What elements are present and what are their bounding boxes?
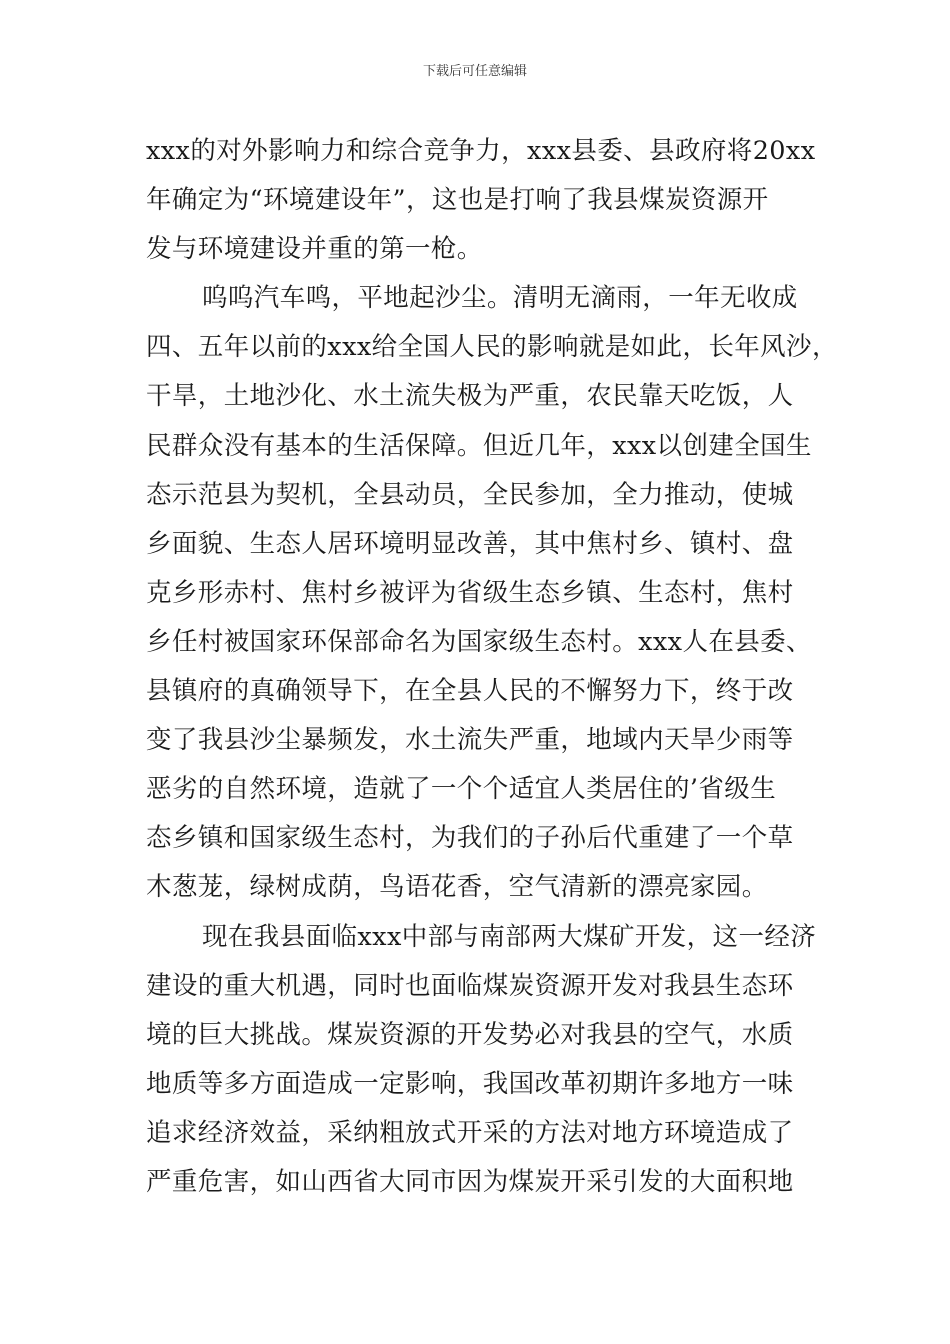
text-line: 民群众没有基本的生活保障。但近几年，xxx以创建全国生 [146,430,812,461]
text-line: xxx的对外影响力和综合竞争力，xxx县委、县政府将20xx [146,136,816,166]
text-line: 变了我县沙尘暴频发，水土流失严重，地域内天旱少雨等 [146,725,794,756]
text-line: 态示范县为契机，全县动员，全民参加，全力推动，使城 [146,479,794,510]
text-line: 乡面貌、生态人居环境明显改善，其中焦村乡、镇村、盘 [146,528,794,559]
text-line: 态乡镇和国家级生态村，为我们的子孙后代重建了一个草 [146,823,794,854]
text-line: 四、五年以前的xxx给全国人民的影响就是如此，长年风沙， [146,332,838,363]
text-line: 年确定为“环境建设年”，这也是打响了我县煤炭资源开 [146,185,769,216]
text-line: 乡任村被国家环保部命名为国家级生态村。xxx人在县委、 [146,626,812,657]
text-line: 呜呜汽车鸣，平地起沙尘。清明无滴雨，一年无收成 [202,283,798,314]
text-line: 境的巨大挑战。煤炭资源的开发势必对我县的空气，水质 [146,1019,794,1050]
text-line: 干旱，土地沙化、水土流失极为严重，农民靠天吃饭，人 [146,381,794,412]
text-line: 发与环境建设并重的第一枪。 [146,234,483,265]
text-line: 地质等多方面造成一定影响，我国改革初期许多地方一味 [146,1068,794,1099]
text-line: 追求经济效益，采纳粗放式开采的方法对地方环境造成了 [146,1117,794,1148]
text-line: 现在我县面临xxx中部与南部两大煤矿开发，这一经济 [202,921,817,952]
text-line: 恶劣的自然环境，造就了一个个适宜人类居住的’省级生 [146,774,777,805]
text-line: 克乡形赤村、焦村乡被评为省级生态乡镇、生态村，焦村 [146,577,794,608]
text-line: 木葱茏，绿树成荫，鸟语花香，空气清新的漂亮家园。 [146,872,768,903]
document-body [146,127,838,1207]
page-header: 下载后可任意编辑 [422,64,527,79]
text-line: 严重危害，如山西省大同市因为煤炭开采引发的大面积地 [146,1166,794,1197]
text-line: 建设的重大机遇，同时也面临煤炭资源开发对我县生态环 [146,970,794,1001]
text-line: 县镇府的真确领导下，在全县人民的不懈努力下，终于改 [146,676,794,707]
